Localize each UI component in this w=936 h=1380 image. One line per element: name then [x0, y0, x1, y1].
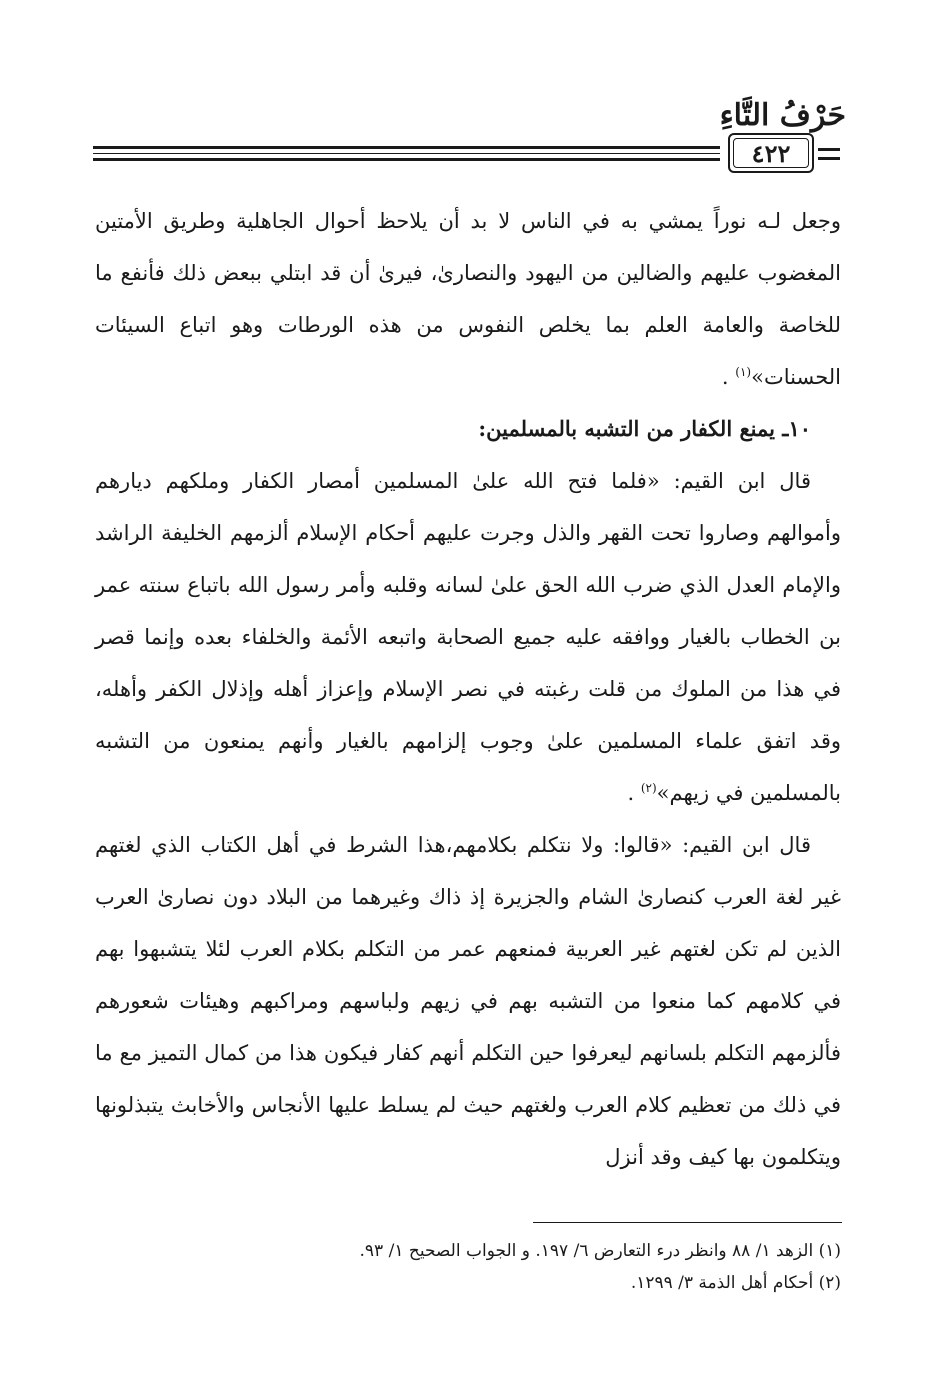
footnote-ref-1: (١) [735, 365, 752, 379]
paragraph-2-text: قال ابن القيم: «فلما فتح الله علىٰ المسلمين أمصار الكفار وملكهم ديارهم وأموالهم وصاروا تحت القهر والذل وجرت عليهم أحكام الإسلام ألزمهم الخليفة الراشد والإمام العدل الذي ضرب الله الحق علىٰ لسانه وقلبه وأمر رسول الله باتباع سنته عمر بن الخطاب بالغيار ووافقه عليه جميع الصحابة واتبعه الأئمة والخلفاء بعده وإنما قصر في هذا من الملوك من قلت رغبته في نصر الإسلام وإعزاز أهله وإذلال الكفر وأهله، وقد اتفق علماء المسلمين علىٰ وجوب إلزامهم بالغيار وأنهم يمنعون من التشبه بالمسلمين في زيهم» [95, 469, 841, 805]
header-rule-thin [93, 153, 720, 154]
paragraph-2 [95, 455, 841, 819]
paragraph-1-end: . [721, 365, 736, 389]
footnote-2: (٢) أحكام أهل الذمة ٣/ ١٢٩٩. [630, 1273, 841, 1293]
header-rule-thick [93, 146, 720, 149]
body-text [95, 195, 841, 1183]
paragraph-2-end: . [627, 781, 641, 805]
section-heading: ١٠ـ يمنع الكفار من التشبه بالمسلمين: [478, 416, 811, 441]
paragraph-3: قال ابن القيم: «قالوا: ولا نتكلم بكلامهم،هذا الشرط في أهل الكتاب الذي لغتهم غير لغة العرب كنصارىٰ الشام والجزيرة إذ ذاك وغيرهما من البلاد دون نصارىٰ العرب الذين لم تكن لغتهم غير العربية فمنعهم عمر من التكلم بكلام العرب لئلا يتشبهوا بهم في كلامهم كما منعوا من التشبه بهم في زيهم ولباسهم ومراكبهم وهيئات شعورهم فألزمهم التكلم بلسانهم ليعرفوا حين التكلم أنهم كفار فيكون هذا من كمال التميز مع ما في ذلك من تعظيم كلام العرب ولغتهم حيث لم يسلط عليها الأنجاس والأخابث يتبذلونها ويتكلمون بها كيف وقد أنزل [95, 833, 841, 1169]
footnote-ref-2: (٢) [640, 781, 657, 795]
paragraph-1 [95, 195, 841, 403]
footnote-1: (١) الزهد ١/ ٨٨ وانظر درء التعارض ٦/ ١٩٧. و الجواب الصحيح ١/ ٩٣. [359, 1241, 841, 1261]
header-rule-thick-lower [93, 158, 720, 161]
page-number-box [728, 133, 814, 173]
footnotes [95, 1235, 841, 1299]
page-number: ٤٢٢ [751, 138, 791, 168]
paragraph-1-text: وجعل لـه نوراً يمشي به في الناس لا بد أن يلاحظ أحوال الجاهلية وطريق الأمتين المغضوب عليهم والضالين من اليهود والنصارىٰ، فيرىٰ أن قد ابتلي ببعض ذلك فأنفع ما للخاصة والعامة العلم بما يخلص النفوس من هذه الورطات وهو اتباع السيئات الحسنات» [95, 209, 841, 389]
footnote-separator [533, 1222, 842, 1223]
header-mark-top [818, 148, 840, 151]
header-mark-bottom [818, 157, 840, 160]
running-title: حَرْفُ التَّاءِ [719, 98, 846, 133]
